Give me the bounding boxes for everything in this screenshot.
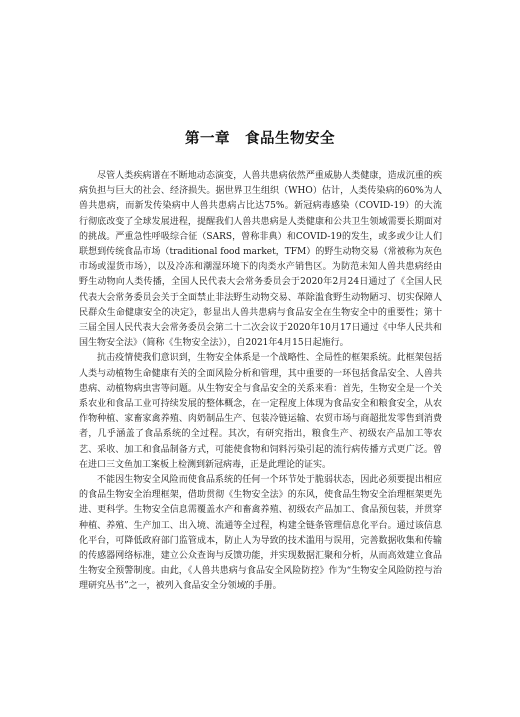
paragraph-2: 抗击疫情使我们意识到，生物安全体系是一个战略性、全局性的框架系统。此框架包括人类与动植物生命健康有关的全面风险分析和管理，其中重要的一环包括食品安全、人兽共患病、动植物病虫害等问题。从生物安全与食品安全的关系来看：首先，生物安全是一个关系农业和食品工业可持续发展的整体概念，在一定程度上体现为食品安全和粮食安全，从农作物种植、家畜家禽养殖、肉奶制品生产、包装冷链运输、农贸市场与商超批发零售到消费者，几乎涵盖了食品系统的全过程。其次，有研究指出，粮食生产、初级农产品加工等农艺、采收、加工和食品制备方式，可能使食物和饲料污染引起的流行病传播方式更广泛。曾在进口三文鱼加工案板上检测到新冠病毒，正是此理论的证实。 [79, 353, 442, 470]
paragraph-1: 尽管人类疾病谱在不断地动态演变，人兽共患病依然严重威胁人类健康，造成沉重的疾病负担与巨大的社会、经济损失。据世界卫生组织（WHO）估计，人类传染病的60%为人兽共患病，而新发传染病中人兽共患病占比达75%。新冠病毒感染（COVID-19）的大流行彻底改变了全球发展进程，提醒我们人兽共患病是人类健康和公共卫生领域需要长期面对的挑战。严重急性呼吸综合征（SARS，曾称非典）和COVID-19的发生，或多或少让人们联想到传统食品市场（traditional food market，TFM）的野生动物交易（常被称为灰色市场或湿货市场），以及冷冻和潮湿环境下的肉类水产销售区。为防范未知人兽共患病经由野生动物向人类传播，全国人民代表大会常务委员会于2020年2月24日通过了《全国人民代表大会常务委员会关于全面禁止非法野生动物交易、革除滥食野生动物陋习、切实保障人民群众生命健康安全的决定》，彰显出人兽共患病与食品安全在生物安全中的重要性；第十三届全国人民代表大会常务委员会第二十二次会议于2020年10月17日通过《中华人民共和国生物安全法》（简称《生物安全法》），自2021年4月15日起施行。 [79, 171, 442, 349]
body-text [79, 169, 442, 595]
paragraph-3: 不能因生物安全风险而使食品系统的任何一个环节处于脆弱状态，因此必须要提出相应的食品生物安全治理框架，借助贯彻《生物安全法》的东风，使食品生物安全治理框架更先进、更科学。生物安全信息需覆盖水产和畜禽养殖、初级农产品加工、食品预包装，并贯穿种植、养殖、生产加工、出入境、流通等全过程，构建全链条管理信息化平台。通过该信息化平台，可降低政府部门监管成本，防止人为导致的技术滥用与误用，完善数据收集和传输的传感器网络标准，建立公众查询与反馈功能，并实现数据汇聚和分析，从而高效建立食品生物安全预警制度。由此，《人兽共患病与食品安全风险防控》作为“生物安全风险防控与治理研究丛书”之一，被列入食品安全分领域的手册。 [79, 475, 442, 592]
chapter-title: 第一章 食品生物安全 [185, 131, 335, 147]
